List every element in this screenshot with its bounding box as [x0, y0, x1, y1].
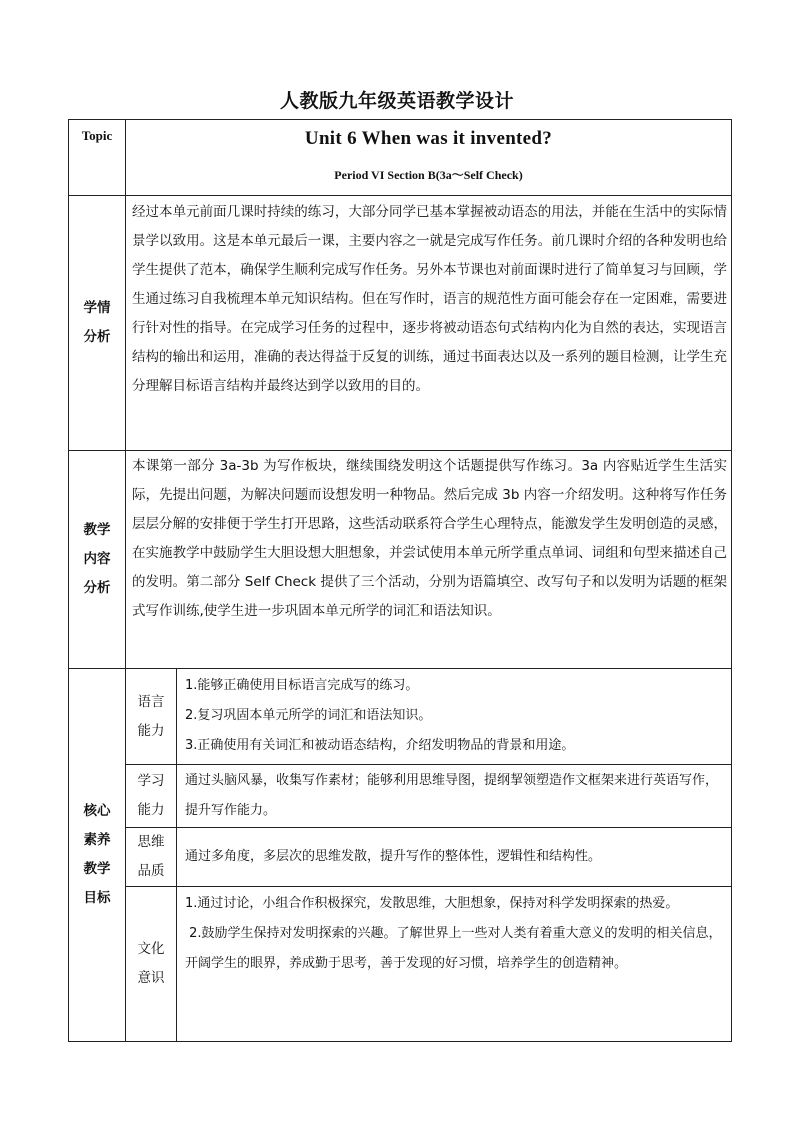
lesson-plan-table — [68, 119, 732, 1042]
language-label-cell — [126, 669, 177, 765]
learning-label-line1: 学习 — [137, 773, 165, 789]
goal-language-row — [69, 669, 732, 765]
content-label-line2: 内容 — [83, 551, 111, 567]
thinking-label-line2: 品质 — [137, 863, 165, 879]
content-label-line3: 分析 — [83, 580, 111, 596]
analysis-text-cell — [126, 196, 732, 451]
goals-label-line4: 目标 — [83, 890, 111, 906]
document-title: 人教版九年级英语教学设计 — [279, 90, 514, 112]
unit-title: Unit 6 When was it invented? — [304, 128, 553, 149]
thinking-text: 通过多角度，多层次的思维发散，提升写作的整体性，逻辑性和结构性。 — [185, 849, 602, 864]
thinking-text-cell — [177, 828, 732, 887]
language-items-cell — [177, 669, 732, 765]
content-label-cell — [69, 451, 126, 669]
culture-label-line1: 文化 — [137, 941, 165, 957]
learning-text: 通过头脑风暴，收集写作素材；能够利用思维导图，提纲挈领塑造作文框架来进行英语写作，提升写作能力。 — [185, 773, 719, 818]
language-item: 1.能够正确使用目标语言完成写的练习。 — [185, 678, 419, 693]
topic-cell — [126, 120, 732, 196]
goals-label-cell — [69, 669, 126, 1042]
content-row — [69, 451, 732, 669]
analysis-text: 经过本单元前面几课时持续的练习，大部分同学已基本掌握被动语态的用法，并能在生活中的实际情景学以致用。这是本单元最后一课，主要内容之一就是完成写作任务。前几课时介绍的各种发明也给学生提供了范本，确保学生顺利完成写作任务。另外本节课也对前面课时进行了简单复习与回顾，学生通过练习自我梳理本单元知识结构。但在写作时，语言的规范性方面可能会存在一定困难，需要进行针对性的指导。在完成学习任务的过程中，逐步将被动语态句式结构内化为自然的表达，实现语言结构的输出和运用，准确的表达得益于反复的训练，通过书面表达以及一系列的题目检测，让学生充分理解目标语言结构并最终达到学以致用的目的。 — [132, 204, 728, 394]
content-label-line1: 教学 — [83, 522, 111, 538]
analysis-label-line2: 分析 — [83, 329, 111, 345]
goal-learning-row — [69, 765, 732, 828]
language-label-line1: 语言 — [137, 693, 165, 710]
thinking-label-cell — [126, 828, 177, 887]
thinking-label-line1: 思维 — [137, 834, 165, 850]
learning-label-line2: 能力 — [137, 802, 165, 818]
language-item: 2.复习巩固本单元所学的词汇和语法知识。 — [185, 708, 432, 723]
culture-item: 2.鼓励学生保持对发明探索的兴趣。了解世界上一些对人类有着重大意义的发明的相关信息，开阔学生的眼界，养成勤于思考，善于发现的好习惯，培养学生的创造精神。 — [185, 926, 722, 971]
content-text: 本课第一部分 3a-3b 为写作板块，继续围绕发明这个话题提供写作练习。3a 内容贴近学生生活实际，先提出问题，为解决问题而设想发明一种物品。然后完成 3b 内容一介绍发明。这种将写作任务层层分解的安排便于学生打开思路，这些活动联系符合学生心理特点，能激发学生发明创造的灵感，在实施教学中鼓励学生大胆设想大胆想象，并尝试使用本单元所学重点单词、词组和句型来描述自己的发明。第二部分 Self Check 提供了三个活动，分别为语篇填空、改写句子和以发明为话题的框架式写作训练,使学生进一步巩固本单元所学的词汇和语法知识。 — [132, 458, 728, 619]
goal-thinking-row — [69, 828, 732, 887]
goal-culture-row — [69, 887, 732, 1042]
analysis-label-cell — [69, 196, 126, 451]
analysis-label-line1: 学情 — [83, 300, 111, 316]
content-text-cell — [126, 451, 732, 669]
topic-row — [69, 120, 732, 196]
goals-label-line2: 素养 — [83, 832, 111, 848]
culture-label-cell — [126, 887, 177, 1042]
learning-label-cell — [126, 765, 177, 828]
culture-text-cell — [177, 887, 732, 1042]
language-item: 3.正确使用有关词汇和被动语态结构，介绍发明物品的背景和用途。 — [185, 738, 575, 753]
language-label-line2: 能力 — [137, 722, 165, 739]
learning-text-cell — [177, 765, 732, 828]
culture-label-line2: 意识 — [137, 970, 165, 986]
culture-item: 1.通过讨论，小组合作积极探究，发散思维，大胆想象，保持对科学发明探索的热爱。 — [185, 896, 679, 911]
goals-label-line3: 教学 — [83, 861, 111, 877]
topic-label: Topic — [69, 120, 126, 196]
goals-label-line1: 核心 — [83, 803, 111, 819]
period-subtitle: Period VI Section B(3a～Self Check) — [334, 168, 523, 182]
analysis-row — [69, 196, 732, 451]
